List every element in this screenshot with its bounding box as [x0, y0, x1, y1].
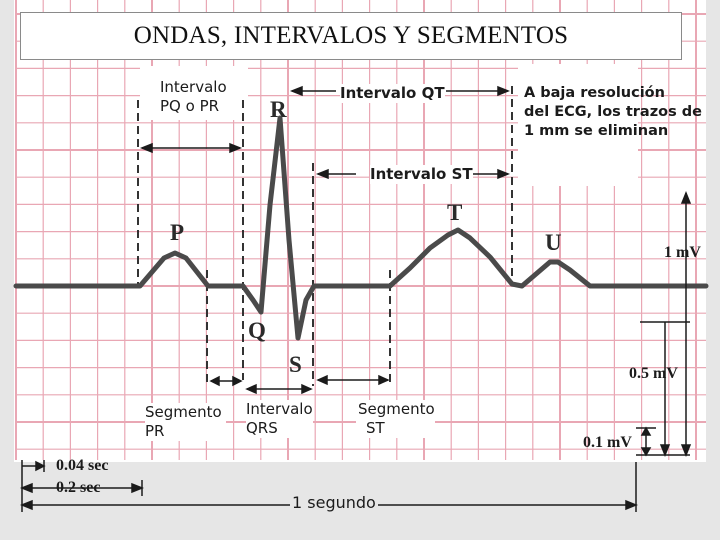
- wave-s-label: S: [289, 352, 302, 377]
- tenth-mv-label: 0.1 mV: [583, 434, 632, 451]
- time-02-arrowhead-right: [132, 484, 142, 492]
- st-segment-label-line2: ST: [366, 419, 385, 437]
- pq-interval-label: [160, 78, 227, 116]
- time-1s-arrowhead-right: [626, 501, 636, 509]
- qrs-interval-label: [246, 400, 313, 438]
- big-time-label: 0.2 sec: [56, 479, 101, 496]
- st-interval-label: Intervalo ST: [370, 165, 473, 183]
- half-mv-label: 0.5 mV: [629, 365, 678, 382]
- resolution-note-line3: 1 mm se eliminan: [524, 123, 669, 139]
- st-segment-label-line1: Segmento: [358, 400, 435, 418]
- wave-t-label: T: [447, 200, 463, 225]
- one-second-label: 1 segundo: [292, 493, 376, 512]
- qrs-interval-label-line2: QRS: [246, 419, 278, 437]
- time-004-arrowhead: [36, 462, 44, 470]
- resolution-note: [524, 84, 702, 141]
- pr-segment-label-line2: PR: [145, 422, 165, 440]
- small-time-label: 0.04 sec: [56, 457, 109, 474]
- resolution-note-line2: del ECG, los trazos de: [524, 104, 703, 120]
- st-segment-label: [356, 400, 435, 438]
- qt-interval-label: Intervalo QT: [340, 84, 445, 102]
- wave-p-label: P: [170, 220, 185, 245]
- wave-q-label: Q: [248, 318, 266, 343]
- title-banner: [20, 12, 682, 60]
- resolution-note-line1: A baja resolución: [524, 85, 665, 101]
- pq-interval-label-line2: PQ o PR: [160, 97, 220, 115]
- pr-segment-label: [145, 403, 226, 441]
- one-mv-label: 1 mV: [664, 244, 701, 261]
- time-1s-arrowhead-left: [22, 501, 32, 509]
- wave-r-label: R: [270, 97, 287, 122]
- time-02-arrowhead-left: [22, 484, 32, 492]
- wave-u-label: U: [545, 230, 562, 255]
- pr-segment-label-line1: Segmento: [145, 403, 222, 421]
- qrs-interval-label-line1: Intervalo: [246, 400, 313, 418]
- page-title: ONDAS, INTERVALOS Y SEGMENTOS: [133, 22, 569, 49]
- pq-interval-label-line1: Intervalo: [160, 78, 227, 96]
